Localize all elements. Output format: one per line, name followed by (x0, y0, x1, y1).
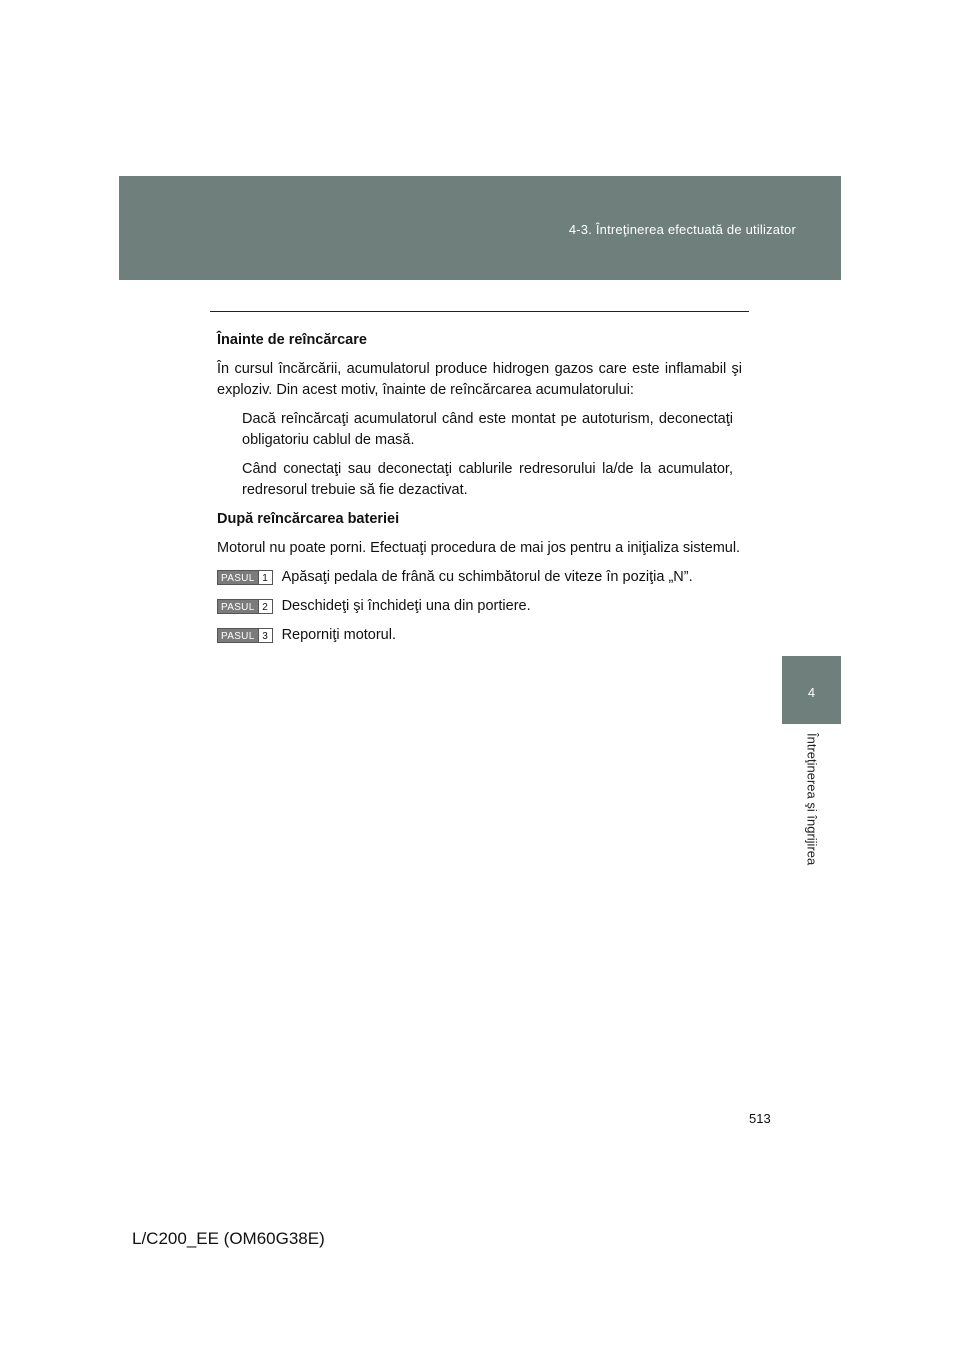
step-text: Apăsaţi pedala de frână cu schimbătorul de viteze în poziţia „N”. (281, 569, 693, 585)
chapter-number: 4 (807, 685, 816, 700)
heading-before-charging: Înainte de reîncărcare (217, 332, 367, 348)
page-number: 513 (749, 1111, 771, 1126)
step-badge-number: 3 (259, 628, 273, 643)
page-content (217, 330, 742, 654)
step-badge-label: PASUL (217, 570, 259, 585)
section-divider (210, 311, 749, 312)
chapter-tab (782, 656, 841, 724)
step-item (217, 596, 742, 617)
step-badge (217, 599, 273, 614)
heading-after-charging: După reîncărcarea bateriei (217, 511, 400, 527)
document-code: L/C200_EE (OM60G38E) (132, 1229, 325, 1248)
step-badge (217, 628, 273, 643)
paragraph-after-charging: Motorul nu poate porni. Efectuaţi procedura de mai jos pentru a iniţializa sistemul. (217, 540, 741, 556)
chapter-label: Întreţinerea şi îngrijirea (804, 733, 820, 866)
step-text: Deschideţi şi închideţi una din portiere. (281, 598, 531, 614)
step-item (217, 567, 742, 588)
bullet-item: Când conectaţi sau deconectaţi cablurile redresorului la/de la acumulator, redresorul trebuie să fie dezactivat. (242, 461, 733, 498)
paragraph-before-charging: În cursul încărcării, acumulatorul produce hidrogen gazos care este inflamabil şi exploziv. Din acest motiv, înainte de reîncărcarea acumulatorului: (217, 361, 742, 398)
step-badge-label: PASUL (217, 599, 259, 614)
bullet-item: Dacă reîncărcaţi acumulatorul când este montat pe autoturism, deconectaţi obligatoriu cablul de masă. (242, 411, 733, 448)
step-badge (217, 570, 273, 585)
step-item (217, 625, 742, 646)
step-text: Reporniţi motorul. (281, 627, 396, 643)
header-band (119, 176, 841, 280)
step-badge-label: PASUL (217, 628, 259, 643)
section-title: 4-3. Întreţinerea efectuată de utilizator (568, 222, 796, 237)
step-badge-number: 1 (259, 570, 273, 585)
step-badge-number: 2 (259, 599, 273, 614)
